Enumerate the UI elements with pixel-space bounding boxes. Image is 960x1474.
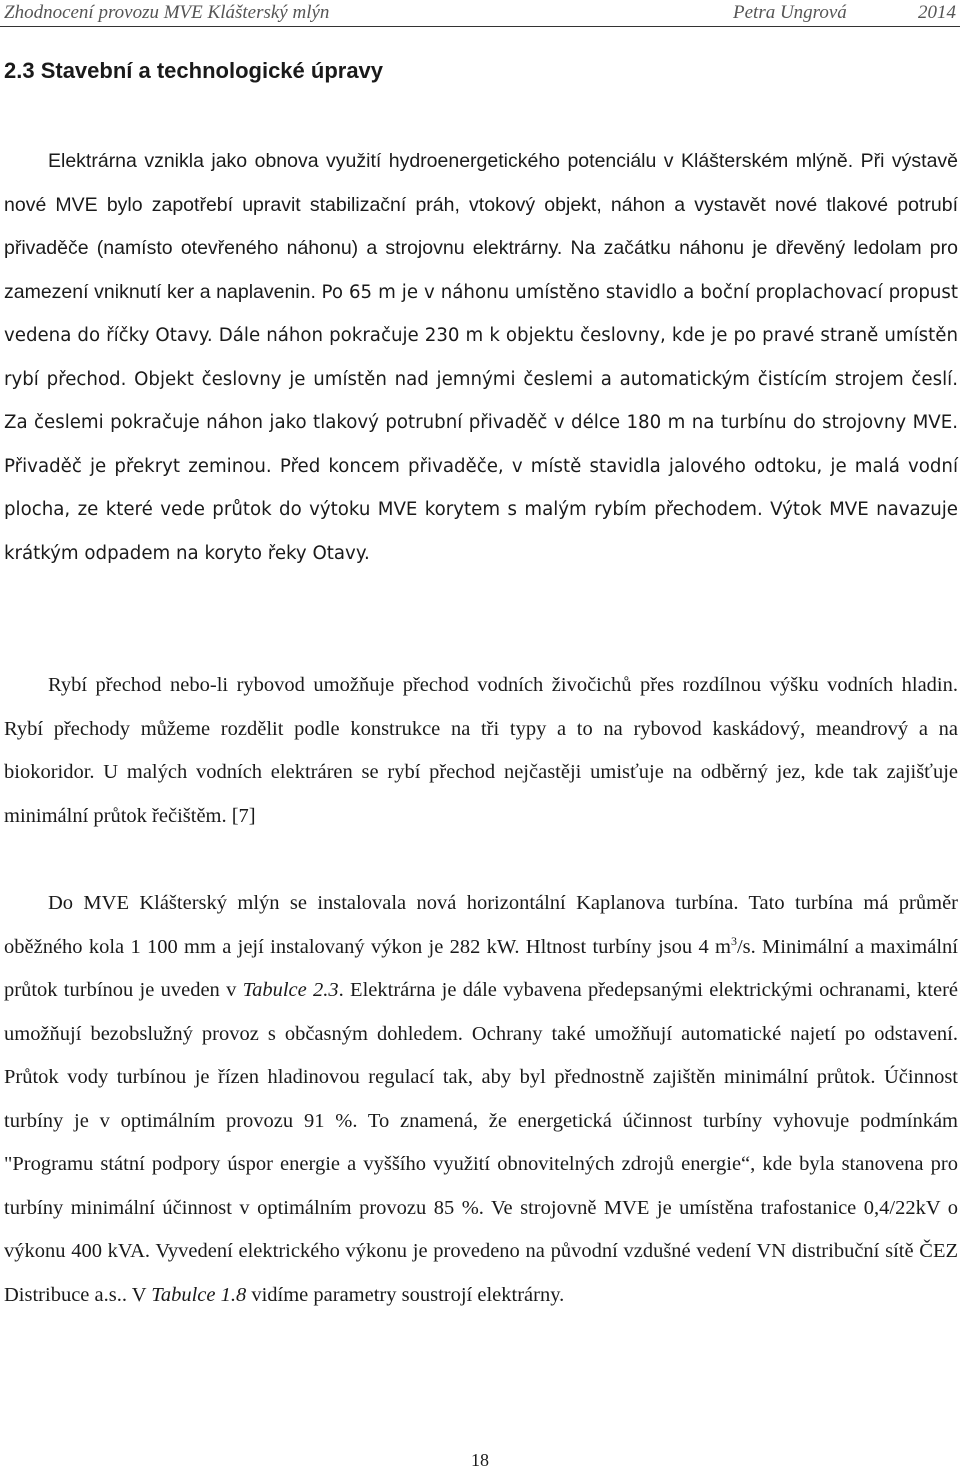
p1-sentence-4: Za česlemi pokračuje náhon jako tlakový potrubní přivaděč v délce 180 m na turbínu do strojovny MVE. Přivaděč je překryt zeminou. Před koncem přivaděče, v místě stavidla jalového odtoku, je malá vodní plocha, ze které vede průtok do výtoku MVE korytem s malým rybím přechodem. Výtok MVE navazuje krátkým odpadem na koryto řeky Otavy. — [4, 412, 958, 564]
p1-sentence-1: Elektrárna vznikla jako obnova využití hydroenergetického potenciálu v Klášterském mlýně. — [48, 150, 861, 172]
table-reference-2-3: Tabulce 2.3 — [242, 979, 339, 1001]
header-author: Petra Ungrová — [733, 2, 847, 23]
paragraph-turbine — [4, 882, 958, 1317]
p2-text: Rybí přechod nebo-li rybovod umožňuje přechod vodních živočichů přes rozdílnou výšku vodních hladin. Rybí přechody můžeme rozdělit podle konstrukce na tři typy a to na rybovod kaskádový, meandrový a na biokoridor. U malých vodních elektráren se rybí přechod nejčastěji umisťuje na odběrný jez, kde tak zajišťuje minimální průtok řečištěm. [7] — [4, 674, 958, 827]
p3-text-c: . Elektrárna je dále vybavena předepsanými elektrickými ochranami, které umožňují bezobslužný provoz s občasným dohledem. Ochrany také umožňují automatické najetí po odstavení. Průtok vody turbínou je řízen hladinovou regulací tak, aby byl přednostně zajištěn minimální průtok. Účinnost turbíny je v optimálním provozu 91 %. To znamená, že energetická účinnost turbíny vyhovuje podmínkám "Programu státní podpory úspor energie a vyššího využití obnovitelných zdrojů energie“, kde byla stanovena pro turbíny minimální účinnost v optimálním provozu 85 %. Ve strojovně MVE je umístěna trafostanice 0,4/22kV o výkonu 400 kVA. Vyvedení elektrického výkonu je provedeno na původní vzdušné vedení VN distribuční sítě ČEZ Distribuce a.s.. V — [4, 979, 958, 1306]
paragraph-construction — [4, 140, 958, 575]
paragraph-fish-pass — [4, 664, 958, 838]
p3-text-a: Do MVE Klášterský mlýn se instalovala nová horizontální Kaplanova turbína. Tato turbína má průměr oběžného kola 1 100 mm a její instalovaný výkon je 282 kW. Hltnost turbíny jsou 4 m — [4, 892, 958, 958]
page-header — [0, 0, 960, 27]
p1-sentence-3: Po 65 m je v náhonu umístěno stavidlo a boční proplachovací propust vedena do říčky Otavy. Dále náhon pokračuje 230 m k objektu česlovny, kde je po pravé straně umístěn rybí přechod. Objekt česlovny je umístěn nad jemnými česlemi a automatickým čistícím strojem česlí. — [4, 281, 959, 390]
header-year: 2014 — [918, 2, 956, 23]
superscript-3: 3 — [730, 933, 737, 948]
page-number: 18 — [471, 1450, 489, 1470]
table-reference-1-8: Tabulce 1.8 — [151, 1283, 247, 1306]
header-document-title: Zhodnocení provozu MVE Klášterský mlýn — [4, 2, 330, 23]
p3-text-d: vidíme parametry soustrojí elektrárny. — [246, 1283, 565, 1306]
p3-text-b: /s. Minimální a maximální průtok turbínou je uveden v — [4, 935, 958, 1001]
section-heading: 2.3 Stavební a technologické úpravy — [4, 58, 384, 83]
p1-sentence-2: Při výstavě nové MVE bylo zapotřebí upravit stabilizační práh, vtokový objekt, náhon a vystavět nové tlakové potrubí přivaděče (namísto otevřeného náhonu) a strojovnu elektrárny. Na začátku náhonu je dřevěný ledolam pro zamezení vniknutí ker a naplavenin. — [4, 150, 959, 303]
